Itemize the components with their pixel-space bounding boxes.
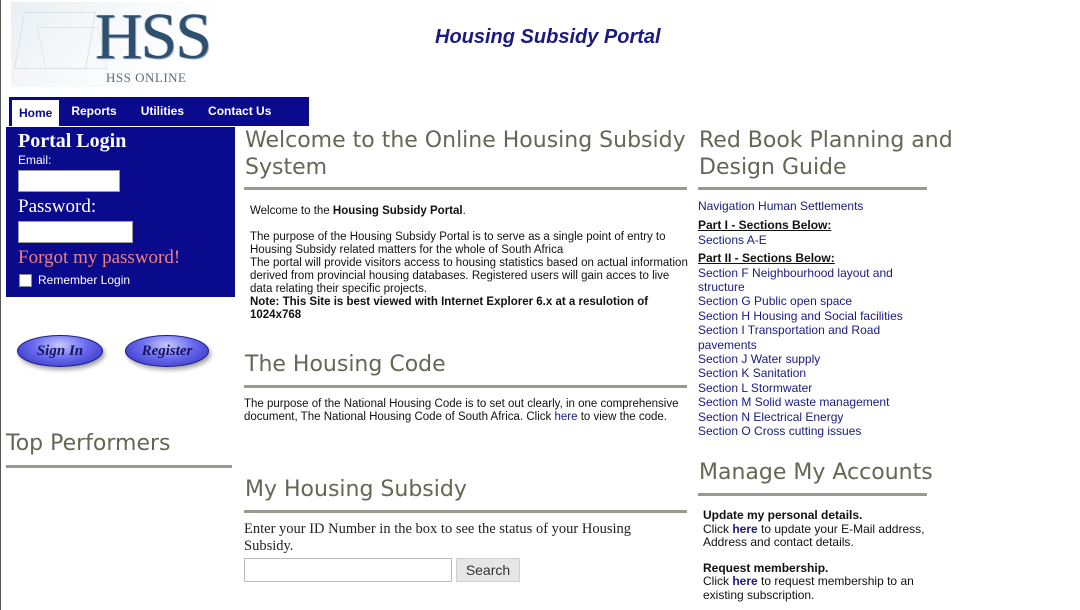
- welcome-note: Note: This Site is best viewed with Internet Explorer 6.x at a resulotion of 1024x768: [250, 296, 649, 321]
- forgot-password-link[interactable]: Forgot my password!: [18, 247, 181, 268]
- update-details-title: Update my personal details.: [703, 508, 863, 522]
- part1-heading: Part I - Sections Below:: [698, 218, 832, 233]
- housing-code-body: [244, 398, 694, 424]
- section-f-link[interactable]: Section F Neighbourhood layout and structure: [698, 265, 893, 295]
- manage-accounts-divider: [698, 493, 927, 496]
- manage-accounts-heading: Manage My Accounts: [699, 460, 933, 485]
- login-title: Portal Login: [18, 130, 127, 152]
- update-details-suffix: to update your E-Mail address, Address and contact details.: [703, 521, 925, 549]
- remember-login-label: Remember Login: [38, 273, 131, 287]
- request-membership-prefix: Click: [703, 574, 733, 588]
- nav-contact-us[interactable]: Contact Us: [208, 104, 272, 118]
- red-book-links: [698, 199, 938, 439]
- top-performers-heading: Top Performers: [6, 431, 171, 456]
- section-i-link[interactable]: Section I Transportation and Road pavements: [698, 323, 881, 352]
- part2-heading: Part II - Sections Below:: [698, 251, 835, 266]
- housing-code-heading: The Housing Code: [245, 352, 446, 377]
- request-membership-block: [703, 562, 933, 603]
- top-performers-divider: [6, 465, 232, 468]
- request-membership-title: Request membership.: [703, 560, 829, 575]
- hss-logo: [11, 2, 216, 87]
- welcome-intro-suffix: .: [462, 205, 466, 217]
- red-book-heading-line1: Red Book Planning and: [699, 128, 953, 153]
- navigation-human-settlements-link[interactable]: Navigation Human Settlements: [698, 199, 864, 213]
- welcome-intro: [250, 205, 690, 218]
- section-m-link[interactable]: Section M Solid waste management: [698, 395, 890, 410]
- section-g-link[interactable]: Section G Public open space: [698, 294, 853, 309]
- search-button[interactable]: Search: [456, 558, 520, 582]
- welcome-heading-line2: System: [245, 155, 328, 180]
- site-title: Housing Subsidy Portal: [435, 26, 661, 48]
- welcome-heading-line1: Welcome to the Online Housing Subsidy: [245, 128, 686, 153]
- update-details-prefix: Click: [703, 521, 733, 536]
- update-details-text: [703, 523, 933, 550]
- section-o-link[interactable]: Section O Cross cutting issues: [698, 424, 862, 439]
- sections-a-e-link[interactable]: Sections A-E: [698, 232, 767, 247]
- id-number-input[interactable]: [244, 558, 452, 582]
- password-field[interactable]: [18, 221, 133, 243]
- main-nav: [9, 97, 309, 126]
- welcome-intro-bold: Housing Subsidy Portal: [332, 205, 463, 217]
- update-details-block: [703, 509, 933, 550]
- housing-code-text: The purpose of the National Housing Code is to set out clearly, in one comprehensive document, The National Housing Code of South Africa. Click: [244, 398, 679, 423]
- nav-utilities[interactable]: Utilities: [140, 104, 185, 118]
- welcome-portal-info: The portal will provide visitors access to housing statistics based on actual information derived from provincial housing databases. Registered users will gain acces to live data relating their specific projects.: [250, 257, 688, 295]
- red-book-heading-line2: Design Guide: [699, 155, 847, 180]
- my-housing-subsidy-heading: My Housing Subsidy: [245, 477, 467, 502]
- section-j-link[interactable]: Section J Water supply: [698, 352, 821, 367]
- welcome-divider: [244, 187, 687, 190]
- welcome-purpose: The purpose of the Housing Subsidy Portal is to serve as a single point of entry to Housing Subsidy related matters for the whole of South Africa: [250, 231, 666, 256]
- logo-subtext: HSS ONLINE: [106, 70, 187, 85]
- password-label: Password:: [18, 196, 97, 217]
- section-k-link[interactable]: Section K Sanitation: [698, 366, 807, 381]
- red-book-divider: [698, 187, 927, 190]
- request-membership-suffix: to request membership to an existing subscription.: [703, 574, 914, 602]
- nav-reports[interactable]: Reports: [71, 104, 117, 118]
- portal-login-panel: [6, 127, 235, 297]
- register-button[interactable]: Register: [125, 335, 209, 367]
- sign-in-button[interactable]: Sign In: [17, 335, 103, 367]
- welcome-heading: [245, 127, 686, 181]
- red-book-heading: [699, 127, 953, 181]
- manage-accounts-body: [703, 509, 933, 610]
- section-l-link[interactable]: Section L Stormwater: [698, 380, 813, 395]
- welcome-body: [250, 205, 690, 322]
- remember-login-row: [18, 273, 235, 287]
- email-label: Email:: [18, 153, 52, 167]
- welcome-intro-prefix: Welcome to the: [250, 205, 333, 217]
- remember-login-checkbox[interactable]: [19, 274, 32, 287]
- housing-code-divider: [244, 385, 687, 388]
- housing-code-text-suffix: to view the code.: [577, 411, 667, 423]
- logo-text: HSS: [95, 0, 211, 73]
- my-housing-subsidy-instructions: Enter your ID Number in the box to see the status of your Housing Subsidy.: [244, 521, 631, 554]
- section-h-link[interactable]: Section H Housing and Social facilities: [698, 308, 903, 323]
- section-n-link[interactable]: Section N Electrical Energy: [698, 409, 844, 424]
- request-membership-link[interactable]: here: [732, 574, 758, 588]
- nav-home[interactable]: Home: [12, 100, 59, 126]
- update-details-link[interactable]: here: [732, 521, 758, 536]
- request-membership-text: [703, 575, 933, 602]
- email-field[interactable]: [18, 170, 120, 192]
- my-housing-subsidy-divider: [244, 510, 687, 513]
- housing-code-link[interactable]: here: [554, 411, 578, 423]
